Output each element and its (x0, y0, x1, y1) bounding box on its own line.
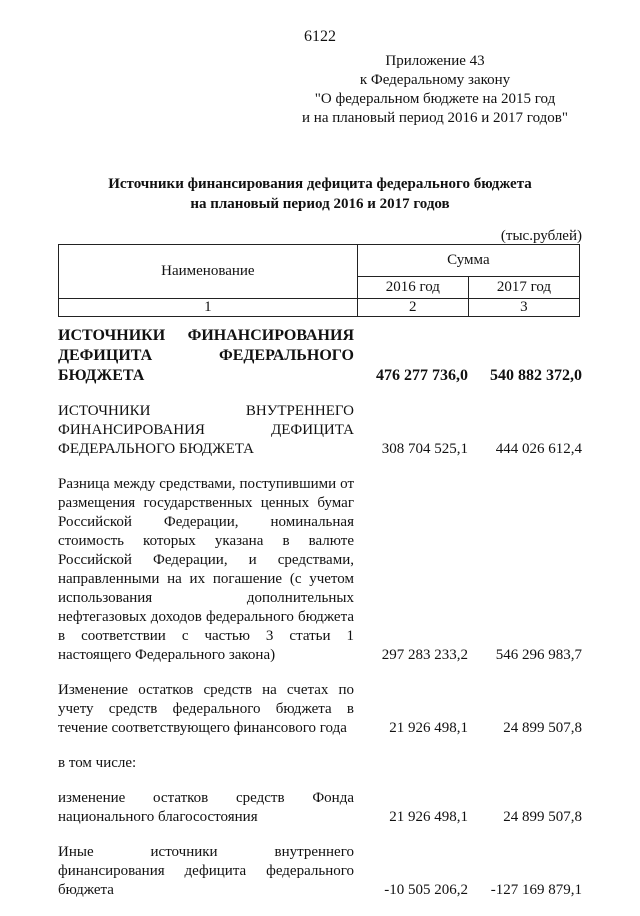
title-line-2: на плановый период 2016 и 2017 годов (190, 196, 450, 212)
appendix-line-3: "О федеральном бюджете на 2015 год (314, 91, 556, 107)
row-value-2016: 297 283 233,2 (381, 647, 468, 663)
row-value-2016: 21 926 498,1 (389, 720, 468, 736)
row-value-2017: 24 899 507,8 (503, 809, 582, 825)
row-name: Изменение остатков средств на счетах по учету средств федерального бюджета в течение соответствующего финансового года (58, 682, 354, 736)
row-name: ИСТОЧНИКИ ВНУТРЕННЕГО ФИНАНСИРОВАНИЯ ДЕФИЦИТА ФЕДЕРАЛЬНОГО БЮДЖЕТА (58, 403, 354, 457)
table-row (58, 402, 588, 459)
row-name: изменение остатков средств Фонда национального благосостояния (58, 790, 354, 825)
table-header (58, 244, 580, 317)
row-value-2017: 540 882 372,0 (490, 367, 582, 384)
table-row (58, 754, 588, 773)
header-col-num-3: 3 (468, 299, 579, 317)
row-name: в том числе: (58, 755, 137, 771)
row-value-2017: 24 899 507,8 (503, 720, 582, 736)
row-value-2017: 546 296 983,7 (495, 647, 582, 663)
appendix-line-1: Приложение 43 (385, 53, 485, 69)
row-name: Разница между средствами, поступившими от размещения государственных ценных бумаг Российской Федерации, номинальная стоимость которых указана в валюте Российской Федерации, и средствами, направленными на их погашение (с учетом использования дополнительных нефтегазовых доходов федерального бюджета в соответствии с частью 3 статьи 1 настоящего Федерального закона) (58, 476, 354, 663)
table-row (58, 326, 588, 386)
table-row (58, 843, 588, 900)
document-title (0, 174, 640, 214)
table-row (58, 789, 588, 827)
appendix-line-4: и на плановый период 2016 и 2017 годов" (302, 110, 568, 126)
table-row (58, 681, 588, 738)
header-col-num-2: 2 (357, 299, 468, 317)
row-value-2016: 21 926 498,1 (389, 809, 468, 825)
units-label: (тыс.рублей) (500, 228, 582, 244)
table-body (58, 326, 588, 916)
page-number: 6122 (304, 28, 336, 45)
header-year-2017: 2017 год (468, 277, 579, 299)
row-value-2017: 444 026 612,4 (495, 441, 582, 457)
row-value-2016: -10 505 206,2 (384, 882, 468, 898)
header-name: Наименование (59, 245, 358, 299)
appendix-line-2: к Федеральному закону (359, 72, 511, 88)
row-name: ИСТОЧНИКИ ФИНАНСИРОВАНИЯ ДЕФИЦИТА ФЕДЕРАЛЬНОГО БЮДЖЕТА (58, 327, 354, 384)
header-sum: Сумма (357, 245, 579, 277)
table-row (58, 475, 588, 665)
title-line-1: Источники финансирования дефицита федерального бюджета (108, 176, 532, 192)
header-year-2016: 2016 год (357, 277, 468, 299)
row-value-2016: 476 277 736,0 (376, 367, 468, 384)
header-col-num-1: 1 (59, 299, 358, 317)
row-name: Иные источники внутреннего финансирования дефицита федерального бюджета (58, 844, 354, 898)
row-value-2016: 308 704 525,1 (381, 441, 468, 457)
appendix-note (302, 52, 568, 128)
row-value-2017: -127 169 879,1 (490, 882, 582, 898)
